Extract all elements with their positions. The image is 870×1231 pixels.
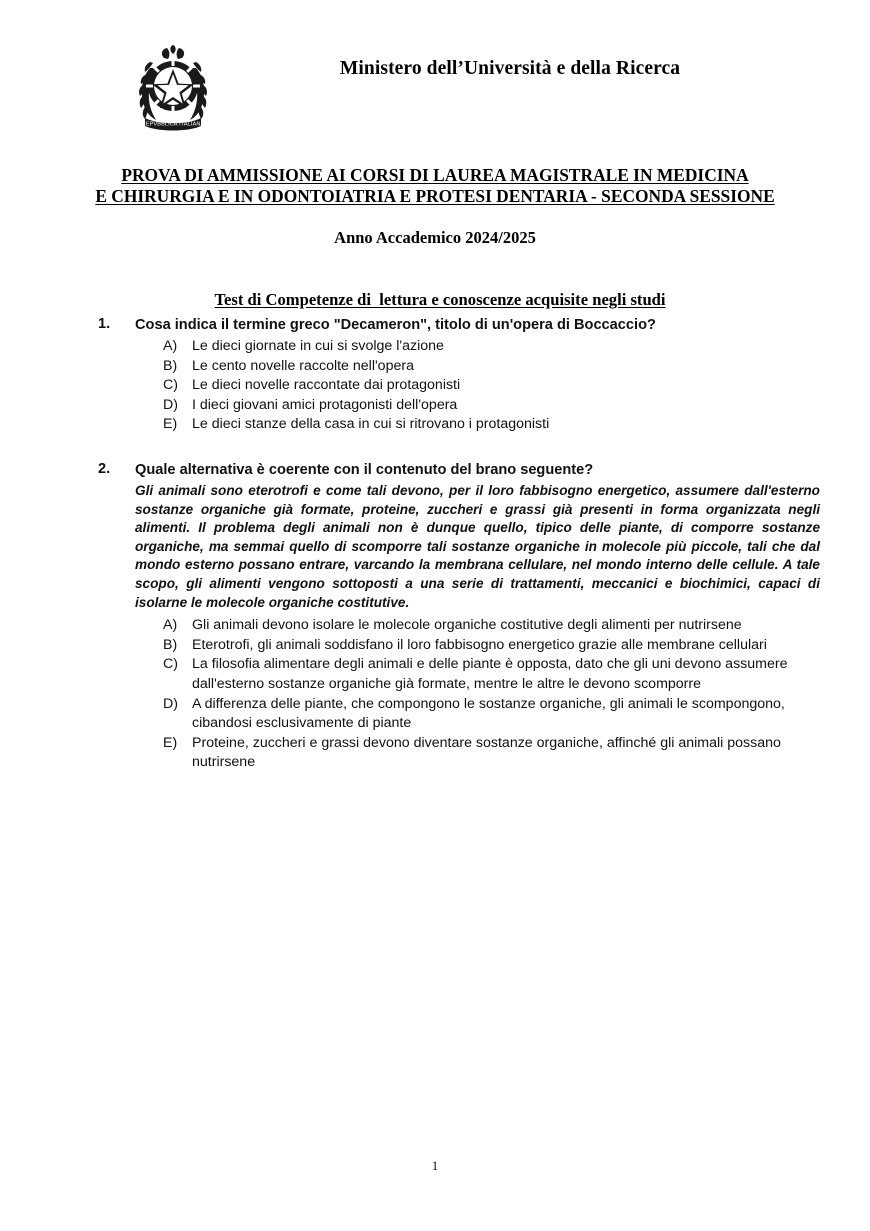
option-text: Le dieci stanze della casa in cui si ritrovano i protagonisti — [192, 416, 550, 433]
option-text: Eterotrofi, gli animali soddisfano il loro fabbisogno energetico grazie alle membrane cellulari — [192, 636, 767, 653]
question-text: Quale alternativa è coerente con il contenuto del brano seguente? — [135, 461, 594, 478]
option-row[interactable] — [0, 396, 870, 416]
option-row[interactable] — [0, 636, 870, 656]
question-list — [0, 316, 870, 791]
italian-republic-emblem-icon — [136, 42, 210, 138]
section-heading — [60, 290, 820, 310]
question-item — [0, 461, 870, 773]
option-letter: C) — [163, 656, 178, 673]
option-text: Le cento novelle raccolte nell'opera — [192, 357, 414, 374]
option-text: Le dieci giornate in cui si svolge l'azione — [192, 338, 444, 354]
option-letter: D) — [163, 396, 178, 413]
option-letter: A) — [163, 617, 178, 634]
page-number: 1 — [431, 1158, 439, 1173]
question-header — [0, 461, 870, 480]
option-letter: C) — [163, 377, 178, 394]
option-letter: D) — [163, 695, 178, 712]
option-list — [0, 616, 870, 773]
option-row[interactable] — [0, 616, 870, 636]
ministry-title: Ministero dell’Università e della Ricerca — [339, 58, 681, 79]
question-number: 1. — [98, 316, 111, 332]
option-row[interactable] — [0, 734, 870, 773]
question-item — [0, 316, 870, 435]
option-text: I dieci giovani amici protagonisti dell'opera — [192, 396, 458, 413]
option-letter: E) — [163, 734, 178, 751]
option-letter: B) — [163, 636, 178, 653]
exam-title-line-1: PROVA DI AMMISSIONE AI CORSI DI LAUREA MAGISTRALE IN MEDICINA — [121, 165, 749, 185]
question-number: 2. — [98, 460, 111, 477]
reading-passage: Gli animali sono eterotrofi e come tali devono, per il loro fabbisogno energetico, assumere dall'esterno sostanze organiche già formate, proteine, zuccheri e grassi già presenti in forma organizzata negli alimenti. Il problema degli animali non è dunque quello, tipico delle piante, di comporre sostanze organiche, ma semmai quello di scomporre tali sostanze organiche in molecole più piccole, tali che dal mondo esterno possano entrare, varcando la membrana cellulare, nel mondo interno delle cellule. A tale scopo, gli alimenti vengono sottoposti a una serie di trattamenti, meccanici e biochimici, capaci di isolarne le molecole organiche costitutive. — [135, 482, 820, 610]
option-letter: B) — [163, 357, 178, 374]
option-row[interactable] — [0, 695, 870, 734]
option-row[interactable] — [0, 415, 870, 435]
exam-title-line-2: E CHIRURGIA E IN ODONTOIATRIA E PROTESI DENTARIA - SECONDA SESSIONE — [95, 186, 775, 206]
option-row[interactable] — [0, 337, 870, 357]
question-header — [0, 316, 870, 335]
option-row[interactable] — [0, 376, 870, 396]
option-text: La filosofia alimentare degli animali e delle piante è opposta, dato che gli uni devono assumere dall'esterno sostanze organiche già formate, mentre le altre le devono scomporre — [192, 656, 788, 692]
section-heading-text: Test di Competenze di lettura e conoscenze acquisite negli studi — [214, 290, 666, 309]
option-text: Gli animali devono isolare le molecole organiche costitutive degli alimenti per nutrirsene — [192, 617, 742, 634]
option-letter: E) — [163, 416, 178, 433]
academic-year: Anno Accademico 2024/2025 — [334, 228, 536, 247]
question-text: Cosa indica il termine greco "Decameron", titolo di un'opera di Boccaccio? — [135, 317, 656, 333]
option-text: A differenza delle piante, che compongono le sostanze organiche, gli animali le scompongono, cibandosi esclusivamente di piante — [192, 695, 785, 732]
exam-title — [60, 165, 810, 207]
option-row[interactable] — [0, 357, 870, 377]
option-text: Le dieci novelle raccontate dai protagonisti — [192, 377, 461, 394]
document-header — [0, 38, 870, 148]
option-text: Proteine, zuccheri e grassi devono diventare sostanze organiche, affinché gli animali possano nutrirsene — [192, 734, 781, 771]
option-list — [0, 337, 870, 435]
option-letter: A) — [163, 338, 178, 354]
option-row[interactable] — [0, 655, 870, 694]
svg-text:REPVBBLICA ITALIANA: REPVBBLICA ITALIANA — [141, 121, 205, 128]
